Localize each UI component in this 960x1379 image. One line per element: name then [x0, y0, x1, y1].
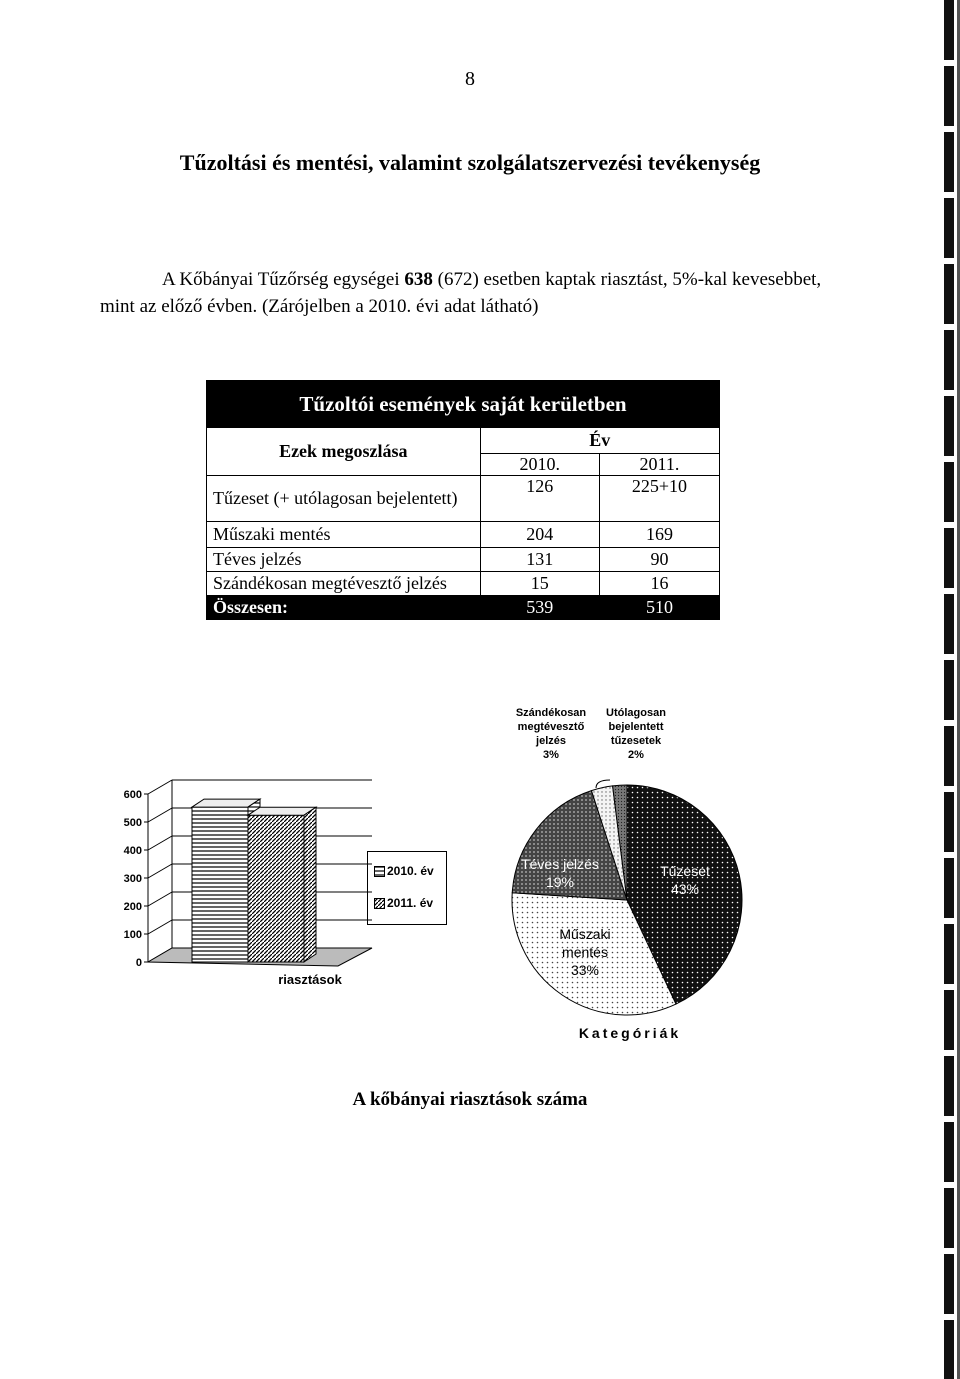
legend-label-2011: 2011. év: [387, 896, 434, 910]
y-tick-label: 500: [123, 817, 142, 829]
slice-pct: 33%: [570, 962, 600, 978]
row-value-2010: 15: [480, 572, 599, 596]
table-row: [207, 572, 720, 596]
intro-paragraph: [100, 266, 860, 320]
events-table: [206, 380, 720, 620]
bar-2011: [248, 807, 316, 962]
figure-caption: A kőbányai riasztások száma: [352, 1089, 588, 1110]
slice-pct: 19%: [545, 874, 575, 890]
pie-title: Kategóriák: [578, 1025, 682, 1041]
bar-ticks: [124, 789, 142, 969]
intro-text-b: (672) esetben kaptak riasztást, 5%-kal kevesebbet,: [432, 269, 822, 290]
pie-label-tuzeset: [630, 862, 740, 898]
grid-diag: [148, 892, 172, 906]
row-value-2011: 90: [599, 548, 719, 572]
total-2010: 539: [480, 596, 599, 620]
label-line: Szándékosan: [515, 707, 587, 719]
bar-front: [192, 807, 248, 962]
label-line: 2%: [628, 749, 644, 761]
slice-label: Téves jelzés: [521, 856, 599, 872]
year-2011: 2011.: [599, 454, 719, 476]
y-tick-label: 300: [123, 873, 142, 885]
label-line: Utólagosan: [606, 707, 666, 719]
bar-legend: [367, 851, 447, 925]
legend-swatch-2011: [374, 898, 385, 909]
column-label: Ezek megoszlása: [207, 428, 481, 476]
label-line: jelzés: [536, 735, 566, 747]
legend-item-2010: [374, 864, 434, 878]
table-row: [207, 522, 720, 548]
table-row: [207, 548, 720, 572]
y-tick-label: 100: [123, 929, 142, 941]
table-row: [207, 476, 720, 522]
legend-item-2011: [374, 896, 433, 910]
pie-label-teves: [505, 855, 615, 891]
row-label: Műszaki mentés: [207, 522, 481, 548]
pie-outside-label-right: [596, 706, 676, 762]
scan-edge-strip: [944, 0, 954, 1379]
label-line: megtévesztő: [517, 721, 585, 733]
grid-diag: [148, 836, 172, 850]
y-tick-label: 200: [123, 901, 142, 913]
label-line: 3%: [543, 749, 559, 761]
y-tick-label: 0: [135, 957, 142, 969]
pie-outside-label-left: [506, 706, 596, 762]
pie-label-muszaki: [530, 925, 640, 979]
grid-diag: [148, 808, 172, 822]
row-value-2011: 169: [599, 522, 719, 548]
row-value-2010: 126: [480, 476, 599, 522]
bar-marks: [192, 799, 316, 962]
label-line: bejelentett: [608, 721, 664, 733]
row-value-2010: 204: [480, 522, 599, 548]
intro-text-a: A Kőbányai Tűzőrség egységei: [162, 269, 405, 290]
row-value-2010: 131: [480, 548, 599, 572]
grid-diag: [148, 780, 172, 794]
grid-diag: [148, 920, 172, 934]
pie-slices: [512, 785, 742, 1015]
total-2011: 510: [599, 596, 719, 620]
intro-text-c: mint az előző évben. (Zárójelben a 2010. évi adat látható): [100, 296, 539, 317]
label-line: tűzesetek: [610, 735, 662, 747]
y-tick-label: 400: [123, 845, 142, 857]
row-label: Téves jelzés: [207, 548, 481, 572]
table-title: Tűzoltói események saját kerületben: [207, 381, 720, 428]
section-heading: Tűzoltási és mentési, valamint szolgálatszervezési tevékenység: [179, 150, 761, 175]
bar-side: [304, 807, 316, 962]
slice-label: Tűzeset: [660, 863, 710, 879]
bar-front: [248, 815, 304, 962]
row-label: Szándékosan megtévesztő jelzés: [207, 572, 481, 596]
slice-label: Műszaki mentés: [559, 926, 611, 960]
year-2010: 2010.: [480, 454, 599, 476]
legend-swatch-2010: [374, 866, 385, 877]
slice-pct: 43%: [670, 881, 700, 897]
legend-label-2010: 2010. év: [387, 864, 434, 878]
row-value-2011: 16: [599, 572, 719, 596]
y-tick-label: 600: [123, 789, 142, 801]
bar-category-label: riasztások: [278, 972, 342, 987]
row-value-2011: 225+10: [599, 476, 719, 522]
intro-count: 638: [404, 269, 433, 290]
year-header: Év: [480, 428, 719, 454]
row-label: Tűzeset (+ utólagosan bejelentett): [207, 476, 481, 522]
table-total-row: [207, 596, 720, 620]
grid-diag: [148, 864, 172, 878]
total-label: Összesen:: [207, 596, 481, 620]
page-number: 8: [465, 68, 475, 90]
